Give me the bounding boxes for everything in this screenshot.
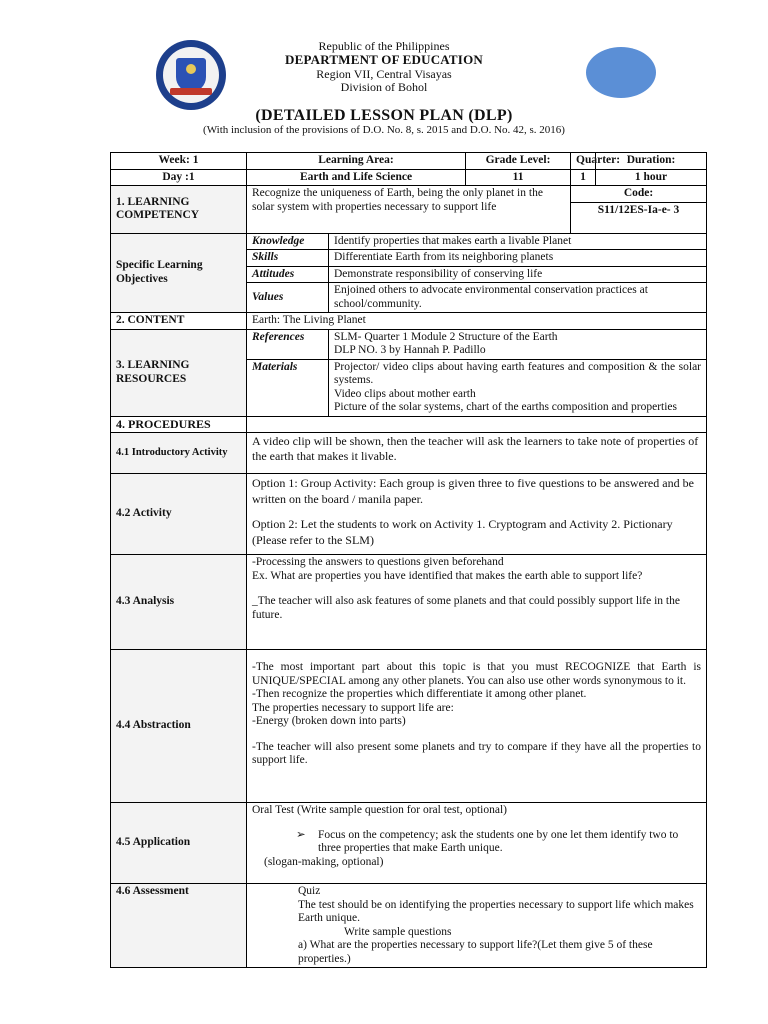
quarter-label: Quarter:: [571, 153, 596, 170]
table-row-content: [111, 313, 707, 330]
assessment-line: The test should be on identifying the properties necessary to support life which makes Earth unique.: [298, 898, 694, 924]
attitudes-text: Demonstrate responsibility of conserving life: [329, 266, 707, 283]
table-row-values: [111, 169, 707, 186]
values-label: Values: [247, 283, 329, 313]
assessment-line: Write sample questions: [344, 925, 452, 938]
table-row-activity: [111, 474, 707, 555]
abstraction-label: 4.4 Abstraction: [111, 650, 247, 803]
values-text: Enjoined others to advocate environmental conservation practices at school/community.: [329, 283, 707, 313]
abstraction-line: -Then recognize the properties which differentiate it among other planet.: [252, 688, 587, 700]
skills-text: Differentiate Earth from its neighboring planets: [329, 250, 707, 267]
quarter-value: 1: [571, 169, 596, 186]
analysis-line: -Processing the answers to questions given beforehand: [252, 556, 504, 568]
assessment-line: a) What are the properties necessary to support life?(Let them give 5 of these properties.): [298, 939, 653, 965]
competency-text: Recognize the uniqueness of Earth, being the only planet in the solar system with properties necessary to support life: [247, 186, 571, 234]
activity-option-1: Option 1: Group Activity: Each group is given three to five questions to be answered and be written on the board / manila paper.: [252, 476, 694, 506]
learning-area-label: Learning Area:: [247, 153, 466, 170]
introductory-text: A video clip will be shown, then the teacher will ask the learners to take note of properties of the earth that makes it livable.: [247, 433, 707, 474]
application-line: Focus on the competency; ask the students one by one let them identify two to three properties that make Earth unique.: [318, 828, 679, 854]
application-label: 4.5 Application: [111, 803, 247, 884]
materials-cell: [329, 359, 707, 416]
code-value: S11/12ES-Ia-e- 3: [571, 202, 707, 233]
knowledge-label: Knowledge: [247, 233, 329, 250]
table-row-application: [111, 803, 707, 884]
activity-cell: [247, 474, 707, 555]
abstraction-line: -The most important part about this topic is that you must RECOGNIZE that Earth is UNIQUE/SPECIAL among any other planets. You can also use other words synonymous to it.: [252, 661, 702, 687]
abstraction-line: The properties necessary to support life are:: [252, 701, 454, 714]
table-row-references: [111, 329, 707, 359]
reference-item: DLP NO. 3 by Hannah P. Padillo: [334, 344, 486, 356]
table-row-analysis: [111, 555, 707, 650]
resources-label: 3. LEARNING RESOURCES: [111, 329, 247, 416]
document-title: (DETAILED LESSON PLAN (DLP): [255, 107, 513, 124]
materials-label: Materials: [247, 359, 329, 416]
abstraction-line: -Energy (broken down into parts): [252, 715, 406, 727]
abstraction-cell: [247, 650, 707, 803]
table-row-header: [111, 153, 707, 170]
reference-item: SLM- Quarter 1 Module 2 Structure of the Earth: [334, 330, 558, 343]
document-subtitle: (With inclusion of the provisions of D.O. No. 8, s. 2015 and D.O. No. 42, s. 2016): [203, 124, 565, 136]
content-label: 2. CONTENT: [111, 313, 247, 330]
assessment-bullet-row: [298, 926, 701, 940]
header-department: DEPARTMENT OF EDUCATION: [285, 52, 483, 67]
assessment-line: Quiz: [298, 885, 321, 897]
material-item: Video clips about mother earth: [334, 387, 476, 400]
activity-label: 4.2 Activity: [111, 474, 247, 555]
competency-label: 1. LEARNING COMPETENCY: [111, 186, 247, 234]
assessment-cell: [247, 884, 707, 968]
table-row-procedures: [111, 416, 707, 433]
bullet-icon: [298, 926, 344, 940]
learning-area-value: Earth and Life Science: [247, 169, 466, 186]
duration-value: 1 hour: [596, 169, 707, 186]
introductory-label: 4.1 Introductory Activity: [111, 433, 247, 474]
table-row-introductory: [111, 433, 707, 474]
activity-option-2: Option 2: Let the students to work on Activity 1. Cryptogram and Activity 2. Pictionary (Please refer to the SLM): [252, 517, 673, 547]
procedures-blank: [247, 416, 707, 433]
references-label: References: [247, 329, 329, 359]
application-line: Oral Test (Write sample question for oral test, optional): [252, 804, 507, 816]
application-bullet-row: [252, 829, 701, 856]
week-label: Week: 1: [111, 153, 247, 170]
analysis-line: _The teacher will also ask features of some planets and that could possibly support life in the future.: [252, 595, 680, 621]
table-row-competency: [111, 186, 707, 203]
application-cell: [247, 803, 707, 884]
objectives-label: Specific Learning Objectives: [111, 233, 247, 313]
abstraction-line: -The teacher will also present some planets and try to compare if they have all the properties to support life.: [252, 740, 702, 766]
table-row-abstraction: [111, 650, 707, 803]
procedures-label: 4. PROCEDURES: [111, 416, 247, 433]
table-row-knowledge: [111, 233, 707, 250]
content-text: Earth: The Living Planet: [247, 313, 707, 330]
table-row-assessment: [111, 884, 707, 968]
lesson-plan-table: [110, 152, 707, 968]
assessment-label: 4.6 Assessment: [111, 884, 247, 968]
analysis-line: Ex. What are properties you have identified that makes the earth able to support life?: [252, 569, 643, 582]
attitudes-label: Attitudes: [247, 266, 329, 283]
grade-level-value: 11: [466, 169, 571, 186]
knowledge-text: Identify properties that makes earth a livable Planet: [329, 233, 707, 250]
skills-label: Skills: [247, 250, 329, 267]
analysis-label: 4.3 Analysis: [111, 555, 247, 650]
day-label: Day :1: [111, 169, 247, 186]
references-cell: [329, 329, 707, 359]
material-item: Projector/ video clips about having earth features and composition & the solar systems.: [334, 360, 702, 386]
application-line: (slogan-making, optional): [264, 855, 384, 868]
material-item: Picture of the solar systems, chart of the earths composition and properties: [334, 401, 677, 413]
header-division: Division of Bohol: [340, 80, 428, 94]
analysis-cell: [247, 555, 707, 650]
header-region: Region VII, Central Visayas: [316, 67, 452, 81]
grade-level-label: Grade Level:: [466, 153, 571, 170]
header-republic: Republic of the Philippines: [318, 39, 450, 53]
code-label: Code:: [571, 186, 707, 203]
arrow-bullet-icon: ➢: [296, 828, 306, 841]
duration-label: Duration:: [596, 153, 707, 170]
